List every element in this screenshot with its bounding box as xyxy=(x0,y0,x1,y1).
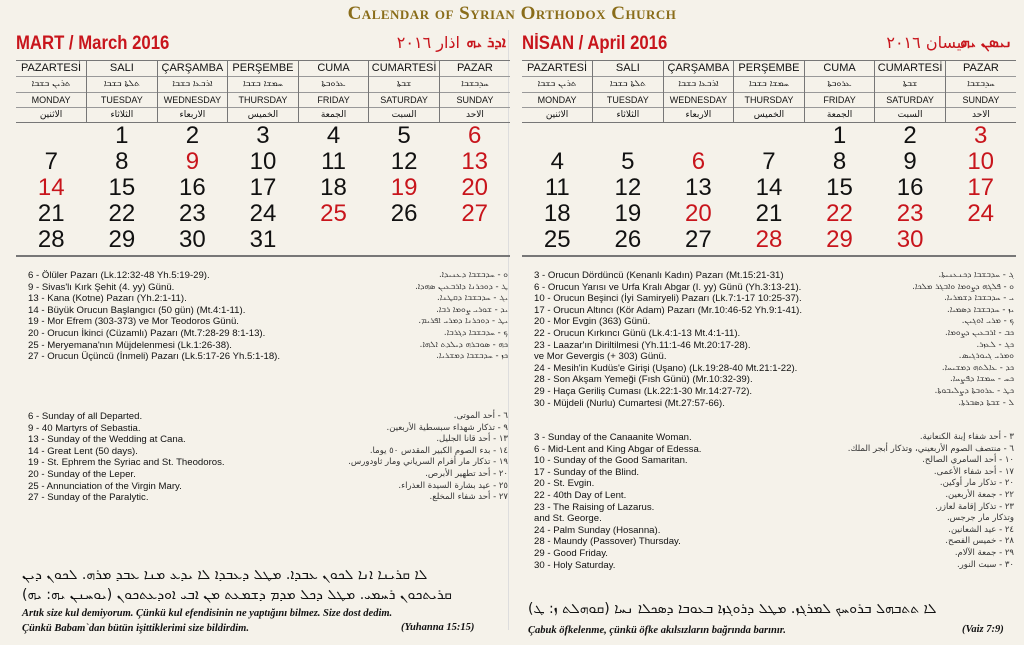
event-text-other-script: ٢٢ - جمعة الأربعين. xyxy=(945,489,1014,500)
weekday-syriac: ܬܠܬܐ ܒܫܒܐ xyxy=(593,77,663,93)
event-text-other-script: ܝܙ - ܚܕܒܫܒܐ ܕܣܡܝܐ. xyxy=(947,304,1014,315)
weekday-turkish: PAZAR xyxy=(946,61,1016,77)
event-text: ve Mor Gevergis (+ 303) Günü. xyxy=(534,351,667,363)
event-item xyxy=(28,328,508,340)
weekday-arabic: الثلاثاء xyxy=(110,110,134,120)
event-text: 6 - Sunday of all Departed. xyxy=(28,411,143,422)
verse-turkish-line-1: Çabuk öfkelenme, çünkü öfke akılsızların bağrında barınır. xyxy=(528,625,786,636)
event-text-other-script: ٢٣ - تذكار إقامة لعازر. xyxy=(935,501,1014,512)
event-text: 9 - Sivas'lı Kırk Şehit (4. yy) Günü. xyxy=(28,281,175,293)
event-text: 29 - Haça Geriliş Cuması (Lk.22:1-30 Mr.14:27-72). xyxy=(534,385,753,397)
weekday-english: MONDAY xyxy=(16,93,86,108)
weekday-english: FRIDAY xyxy=(805,93,875,108)
weekday-english: THURSDAY xyxy=(228,93,298,108)
weekday-turkish: CUMA xyxy=(299,61,369,77)
event-text-other-script: ٢٥ - عيد بشارة السيدة العذراء. xyxy=(398,480,508,491)
day-cell: 26 xyxy=(390,200,418,227)
event-item xyxy=(534,513,1014,525)
weekday-arabic: الاربعاء xyxy=(179,110,206,120)
event-item xyxy=(28,469,508,481)
weekday-turkish: SALI xyxy=(87,61,157,77)
event-item xyxy=(28,446,508,458)
event-text-other-script: ٦ - منتصف الصوم الأربعيني، وتذكار أبجر الملك. xyxy=(847,443,1014,454)
event-item xyxy=(28,411,508,423)
weekday-syriac: ܫܒܬܐ xyxy=(369,77,439,93)
event-text-other-script: وتذكار مار جرجس. xyxy=(946,513,1014,524)
day-cell: 16 xyxy=(896,174,924,201)
empty-cell xyxy=(369,227,440,253)
weekday-header xyxy=(522,61,593,123)
weekday-header-row xyxy=(16,61,510,123)
event-item xyxy=(534,467,1014,479)
event-text-other-script: ܘܡܪܝ ܓܝܘܪܓܝܣ. xyxy=(958,351,1014,362)
event-item xyxy=(28,282,508,294)
event-text-other-script: ١٤ - بدء الصوم الكبير المقدس ٥٠ يوما. xyxy=(369,445,508,456)
day-cell: 24 xyxy=(249,200,277,227)
weekday-english: THURSDAY xyxy=(734,93,804,108)
weekday-turkish: ÇARŞAMBA xyxy=(664,61,734,77)
weekday-syriac: ܚܡܫܐ ܒܫܒܐ xyxy=(228,77,298,93)
day-cell: 7 xyxy=(44,148,58,175)
weekday-turkish: CUMA xyxy=(805,61,875,77)
weekday-turkish: PERŞEMBE xyxy=(734,61,804,77)
empty-cell xyxy=(593,123,664,150)
event-text-other-script: ٢٤ - عيد الشعانين. xyxy=(948,524,1014,535)
events-english xyxy=(534,432,1014,571)
event-text: 3 - Orucun Dördüncü (Kenanlı Kadın) Pazarı (Mt.15:21-31) xyxy=(534,270,784,281)
event-item xyxy=(534,270,1014,282)
weekday-english: SUNDAY xyxy=(946,93,1016,108)
day-cell: 10 xyxy=(249,148,277,175)
day-cell: 22 xyxy=(826,200,853,227)
day-cell: 25 xyxy=(320,200,347,227)
weekday-header xyxy=(593,61,664,123)
event-text-other-script: ܟܕ - ܥܐܠܬܗ ܕܡܫܝܚܐ. xyxy=(941,362,1014,373)
weekday-arabic: الاربعاء xyxy=(685,110,712,120)
event-text: 20 - St. Evgin. xyxy=(534,478,595,490)
event-text-other-script: ܓ - ܚܕܒܫܒܐ ܕܟܢܥܢܝܬܐ. xyxy=(938,270,1014,280)
weekday-arabic: الخميس xyxy=(247,110,279,120)
week-row xyxy=(16,201,510,227)
weekday-syriac: ܚܡܫܐ ܒܫܒܐ xyxy=(734,77,804,93)
day-cell: 31 xyxy=(249,226,277,253)
weekday-syriac: ܚܕܒܫܒܐ xyxy=(946,77,1016,93)
weekday-header xyxy=(16,61,87,123)
event-text: 23 - Laazar'ın Diriltilmesi (Yh.11:1-46 Mt.20:17-28). xyxy=(534,339,751,351)
day-cell: 9 xyxy=(903,148,917,175)
empty-cell xyxy=(734,123,805,150)
weekday-arabic: الاحد xyxy=(971,110,990,120)
week-row xyxy=(522,123,1016,150)
weekday-header xyxy=(875,61,946,123)
weekday-turkish: PAZARTESİ xyxy=(522,61,592,77)
day-cell: 2 xyxy=(185,122,200,149)
month-name-arabic: نيسان ٢٠١٦ xyxy=(886,33,966,52)
event-text: 25 - Meryemana'nın Müjdelenmesi (Lk.1:26-38). xyxy=(28,339,232,351)
weekday-syriac: ܫܒܬܐ xyxy=(875,77,945,93)
day-cell: 20 xyxy=(461,174,489,201)
empty-cell xyxy=(945,227,1016,253)
event-text: 17 - Sunday of the Blind. xyxy=(534,466,640,478)
day-cell: 13 xyxy=(461,148,489,175)
event-item xyxy=(28,492,508,504)
month-march xyxy=(16,30,510,640)
event-text-other-script: ܠ - ܫܒܬܐ ܕܣܒܪܬܐ. xyxy=(958,397,1014,408)
week-row xyxy=(522,227,1016,253)
event-item xyxy=(534,293,1014,305)
event-text-other-script: ٣٠ - سبت النور. xyxy=(956,559,1014,570)
event-item xyxy=(28,305,508,317)
event-text: 29 - Good Friday. xyxy=(534,547,608,559)
event-text: 30 - Müjdeli (Nurlu) Cumartesi (Mt.27:57-66). xyxy=(534,397,725,409)
event-text: 6 - Mid-Lent and King Abgar of Edessa. xyxy=(534,443,702,455)
day-cell: 3 xyxy=(256,122,270,149)
event-text-other-script: ܘ - ܚܕܒܫܒܐ ܕܥܢܝܕܐ. xyxy=(438,270,508,280)
day-cell: 30 xyxy=(896,226,924,253)
event-text-other-script: ٢٧ - أحد شفاء المخلع. xyxy=(429,492,508,503)
day-cell: 22 xyxy=(108,200,136,227)
event-text-other-script: ܟܚ - ܚܡܫܐ ܕܦܨܚܐ. xyxy=(950,374,1014,385)
weekday-header xyxy=(663,61,734,123)
day-cell: 12 xyxy=(614,174,642,201)
day-cell: 15 xyxy=(108,174,136,201)
event-text: 19 - St. Ephrem the Syriac and St. Theodoros. xyxy=(28,457,225,469)
weekday-syriac: ܥܪܘܒܬܐ xyxy=(805,77,875,93)
event-text-other-script: ١٣ - أحد قانا الجليل. xyxy=(436,434,508,445)
day-cell: 25 xyxy=(543,226,571,253)
event-item xyxy=(534,478,1014,490)
weekday-header xyxy=(945,61,1016,123)
weekday-syriac: ܐܪܒܥܐ ܒܫܒܐ xyxy=(158,77,228,93)
weekday-syriac: ܥܪܘܒܬܐ xyxy=(299,77,369,93)
month-header xyxy=(522,30,1016,60)
event-text: 28 - Maundy (Passover) Thursday. xyxy=(534,536,681,548)
day-cell: 20 xyxy=(685,200,712,227)
event-item xyxy=(28,481,508,493)
weekday-header xyxy=(298,61,369,123)
week-row xyxy=(522,175,1016,201)
weekday-turkish: CUMARTESİ xyxy=(875,61,945,77)
event-item xyxy=(534,386,1014,398)
page-title: Calendar of Syrian Orthodox Church xyxy=(347,3,677,24)
weekday-arabic: الخميس xyxy=(753,110,785,120)
event-item xyxy=(534,432,1014,444)
weekday-header xyxy=(87,61,158,123)
weekday-english: WEDNESDAY xyxy=(664,93,734,108)
event-text-other-script: ܘ - ܦܠܓܗ ܕܨܘܡܐ ܘܐܒܓܪ ܡܠܟܐ. xyxy=(912,281,1014,292)
event-text-other-script: ܟܓ - ܠܥܙܪ. xyxy=(976,339,1014,350)
weekday-header xyxy=(228,61,299,123)
day-cell: 29 xyxy=(108,226,136,253)
weekday-arabic: الاثنين xyxy=(545,110,569,120)
weekday-header-row xyxy=(522,61,1016,123)
week-row xyxy=(16,175,510,201)
day-cell: 17 xyxy=(967,174,995,201)
weekday-turkish: ÇARŞAMBA xyxy=(158,61,228,77)
event-text-other-script: ܟܙ - ܚܕܒܫܒܐ ܕܡܫܪܝܐ. xyxy=(436,351,508,362)
weekday-arabic: السبت xyxy=(391,110,417,120)
weekday-english: TUESDAY xyxy=(87,93,157,108)
day-cell: 3 xyxy=(974,122,988,149)
event-item xyxy=(534,444,1014,456)
week-row xyxy=(16,149,510,175)
day-cell: 11 xyxy=(544,174,570,201)
event-item xyxy=(534,374,1014,386)
day-cell: 4 xyxy=(326,122,341,149)
day-cell: 9 xyxy=(185,148,200,175)
event-text: 20 - Orucun İkinci (Cüzamlı) Pazarı (Mt.7:28-29 8:1-13). xyxy=(28,327,266,339)
event-item xyxy=(534,490,1014,502)
weekday-arabic: الاثنين xyxy=(39,110,63,120)
weekday-syriac: ܬܪܝܢ ܒܫܒܐ xyxy=(16,77,86,93)
empty-cell xyxy=(439,227,510,253)
day-cell: 16 xyxy=(179,174,206,201)
day-cell: 6 xyxy=(691,148,706,175)
weekday-english: SUNDAY xyxy=(440,93,510,108)
week-row xyxy=(522,149,1016,175)
event-text-other-script: ܟ - ܡܪܝ ܐܘܓܝܢ. xyxy=(961,316,1014,327)
event-text: 24 - Mesih'in Kudüs'e Girişi (Uşano) (Lk.19:28-40 Mt.21:1-22). xyxy=(534,362,798,374)
event-item xyxy=(28,423,508,435)
month-name-syriac: ܢܝܣܢ ܝܗ xyxy=(960,33,1012,51)
weekday-turkish: PERŞEMBE xyxy=(228,61,298,77)
month-name-arabic: اذار ٢٠١٦ xyxy=(396,33,460,52)
day-cell: 18 xyxy=(543,200,571,227)
weekday-header xyxy=(369,61,440,123)
day-cell: 15 xyxy=(826,174,853,201)
weekday-turkish: PAZAR xyxy=(440,61,510,77)
event-item xyxy=(28,457,508,469)
event-text: 22 - Orucun Kırkıncı Günü (Lk.4:1-13 Mt.4:1-11). xyxy=(534,327,741,339)
event-text: 17 - Orucun Altıncı (Kör Adam) Pazarı (Mr.10:46-52 Yh.9:1-41). xyxy=(534,304,803,316)
weekday-english: SATURDAY xyxy=(875,93,945,108)
event-item xyxy=(534,282,1014,294)
day-cell: 12 xyxy=(390,148,418,175)
weekday-header xyxy=(157,61,228,123)
event-text: and St. George. xyxy=(534,513,602,525)
event-text-other-script: ܟ - ܚܕܒܫܒܐ ܕܓܪܒܐ. xyxy=(443,327,508,338)
event-text: 30 - Holy Saturday. xyxy=(534,559,616,571)
day-cell: 29 xyxy=(826,226,853,253)
weekday-arabic: الثلاثاء xyxy=(616,110,640,120)
day-cell: 21 xyxy=(755,200,783,227)
event-item xyxy=(534,328,1014,340)
event-item xyxy=(534,536,1014,548)
calendar-grid xyxy=(16,60,510,253)
day-cell: 27 xyxy=(685,226,712,253)
weekday-english: MONDAY xyxy=(522,93,592,108)
event-text-other-script: ٩ - تذكار شهداء سبسطية الأربعين. xyxy=(386,422,508,433)
empty-cell xyxy=(522,123,593,150)
verse-turkish-line-2: Çünkü Babam`dan bütün işittiklerimi size bildirdim. xyxy=(22,623,249,634)
day-cell: 8 xyxy=(115,148,129,175)
event-text-other-script: ܟܛ - ܥܪܘܒܬܐ ܕܨܠܝܒܘܬܐ. xyxy=(934,385,1014,396)
event-text-other-script: ١٩ - تذكار مار أفرام السرياني ومار ثاودورس. xyxy=(348,457,508,468)
month-name: NİSAN / April 2016 xyxy=(522,33,668,54)
weekday-turkish: CUMARTESİ xyxy=(369,61,439,77)
weekday-syriac: ܚܕܒܫܒܐ xyxy=(440,77,510,93)
day-cell: 19 xyxy=(614,200,642,227)
event-text: 22 - 40th Day of Lent. xyxy=(534,489,627,501)
event-text: 10 - Sunday of the Good Samaritan. xyxy=(534,455,688,467)
event-item xyxy=(534,340,1014,352)
weekday-arabic: الاحد xyxy=(465,110,484,120)
event-text: 13 - Kana (Kotne) Pazarı (Yh.2:1-11). xyxy=(28,293,187,305)
event-text: 27 - Sunday of the Paralytic. xyxy=(28,492,149,504)
day-cell: 24 xyxy=(967,200,995,227)
day-cell: 18 xyxy=(320,174,347,201)
event-item xyxy=(28,351,508,363)
day-cell: 30 xyxy=(179,226,206,253)
event-text: 28 - Son Akşam Yemeği (Fısh Günü) (Mr.10:32-39). xyxy=(534,374,753,386)
event-text: 6 - Orucun Yarısı ve Urfa Kralı Abgar (I. yy) Günü (Yh.3:13-21). xyxy=(534,281,802,293)
day-cell: 8 xyxy=(832,148,847,175)
day-cell: 11 xyxy=(321,148,346,175)
day-cell: 10 xyxy=(967,148,995,175)
month-name-syriac: ܐܕܪ ܝܗ xyxy=(466,33,506,51)
weekday-arabic: الجمعة xyxy=(826,110,853,120)
event-text-other-script: ٦ - أحد الموتى. xyxy=(453,411,508,421)
verse-reference: (Vaiz 7:9) xyxy=(962,624,1004,635)
event-text: 19 - Mor Efrem (303-373) ve Mor Teodoros Günü. xyxy=(28,316,239,328)
day-cell: 28 xyxy=(755,226,783,253)
day-cell: 23 xyxy=(179,200,206,227)
day-cell: 7 xyxy=(762,148,776,175)
day-cell: 27 xyxy=(461,200,489,227)
calendar-grid xyxy=(522,60,1016,253)
event-item xyxy=(534,305,1014,317)
day-cell: 13 xyxy=(685,174,712,201)
event-text-other-script: ܝܛ - ܕܘܟܪܢܐ ܕܡܪܝ ܐܦܪܝܡ. xyxy=(418,316,508,327)
events-turkish xyxy=(534,270,1014,409)
day-cell: 14 xyxy=(37,174,65,201)
event-text-other-script: ٣ - أحد شفاء إبنة الكنعانية. xyxy=(919,432,1014,442)
day-cell: 19 xyxy=(390,174,418,201)
event-text: 20 - Sunday of the Leper. xyxy=(28,468,136,480)
day-cell: 4 xyxy=(550,148,564,175)
day-cell: 14 xyxy=(755,174,783,201)
weekday-english: WEDNESDAY xyxy=(158,93,228,108)
weekday-english: TUESDAY xyxy=(593,93,663,108)
event-text-other-script: ܝ - ܚܕܒܫܒܐ ܕܫܡܪܝܐ. xyxy=(944,293,1014,304)
event-item xyxy=(534,560,1014,572)
calendar-bottom-rule xyxy=(522,255,1016,257)
day-cell: 23 xyxy=(896,200,924,227)
event-text-other-script: ٢٨ - خميس الفصح. xyxy=(945,536,1014,547)
event-text-other-script: ܟܗ - ܣܘܒܪܗ ܕܝܠܕܬ ܐܠܗܐ. xyxy=(419,339,508,350)
weekday-syriac: ܐܪܒܥܐ ܒܫܒܐ xyxy=(664,77,734,93)
event-text: 23 - The Raising of Lazarus. xyxy=(534,501,655,513)
verse-syriac-line-2: ܩܪܝܬܟܘܢ ܪܚܡܝ. ܡܛܠ ܕܟܠ ܡܕܡ ܕܫܡܥܬ ܡܢ ܐܒܝ ܐܘܕܥܬܟܘܢ (ܝܘܚܢܢ ܝܗ: ܝܗ) xyxy=(22,587,452,603)
empty-cell xyxy=(663,123,734,150)
day-cell: 1 xyxy=(115,122,129,149)
event-item xyxy=(534,455,1014,467)
event-text-other-script: ١٧ - أحد شفاء الأعمى. xyxy=(933,466,1014,477)
verse-syriac-line-1: ܠܐ ܩܪܝܢܐ ܐܢܐ ܠܟܘܢ ܥܒܕܐ. ܡܛܠ ܕܥܒܕܐ ܠܐ ܝܕܥ ܡܢܐ ܥܒܕ ܡܪܗ. ܠܟܘܢ ܕܝܢ xyxy=(22,567,428,583)
weekday-header xyxy=(804,61,875,123)
events-english xyxy=(28,411,508,504)
event-text: 14 - Büyük Orucun Başlangıcı (50 gün) (Mt.4:1-11). xyxy=(28,304,246,316)
empty-cell xyxy=(16,123,87,150)
verse-reference: (Yuhanna 15:15) xyxy=(401,622,475,633)
day-cell: 17 xyxy=(249,174,277,201)
weekday-arabic: الجمعة xyxy=(320,110,347,120)
verse-turkish-line-1: Artık size kul demiyorum. Çünkü kul efendisinin ne yaptığını bilmez. Size dost dedim. xyxy=(22,608,393,619)
month-header xyxy=(16,30,510,60)
event-text: 13 - Sunday of the Wedding at Cana. xyxy=(28,434,186,446)
weekday-arabic: السبت xyxy=(897,110,923,120)
event-text: 3 - Sunday of the Canaanite Woman. xyxy=(534,432,692,443)
event-item xyxy=(28,270,508,282)
day-cell: 2 xyxy=(903,122,917,149)
month-april xyxy=(522,30,1016,640)
month-name: MART / March 2016 xyxy=(16,33,170,54)
weekday-syriac: ܬܠܬܐ ܒܫܒܐ xyxy=(87,77,157,93)
event-item xyxy=(28,434,508,446)
event-item xyxy=(534,525,1014,537)
day-cell: 21 xyxy=(37,200,65,227)
event-text-other-script: ܝܓ - ܚܕܒܫܒܐ ܕܩܛܢܐ. xyxy=(437,293,508,304)
event-text-other-script: ٢٠ - أحد تطهير الأبرص. xyxy=(425,468,508,479)
day-cell: 1 xyxy=(832,122,847,149)
event-item xyxy=(534,351,1014,363)
weekday-english: FRIDAY xyxy=(299,93,369,108)
event-item xyxy=(534,363,1014,375)
event-text: 27 - Orucun Üçüncü (İnmeli) Pazarı (Lk.5:17-26 Yh.5:1-18). xyxy=(28,351,281,363)
day-cell: 28 xyxy=(37,226,65,253)
event-item xyxy=(534,548,1014,560)
empty-cell xyxy=(298,227,369,253)
calendar-bottom-rule xyxy=(16,255,510,257)
day-cell: 6 xyxy=(468,122,482,149)
event-text: 24 - Palm Sunday (Hosanna). xyxy=(534,524,661,536)
event-text-other-script: ܝܕ - ܫܘܪܝ ܨܘܡܐ ܪܒܐ. xyxy=(436,304,508,315)
weekday-syriac: ܬܪܝܢ ܒܫܒܐ xyxy=(522,77,592,93)
weekday-turkish: SALI xyxy=(593,61,663,77)
event-item xyxy=(534,398,1014,410)
event-text: 25 - Annunciation of the Virgin Mary. xyxy=(28,480,182,492)
event-text: 20 - Mor Evgin (363) Günü. xyxy=(534,316,651,328)
events-turkish xyxy=(28,270,508,363)
event-item xyxy=(28,340,508,352)
event-item xyxy=(28,293,508,305)
event-text: 10 - Orucun Beşinci (İyi Samiryeli) Pazarı (Lk.7:1-17 10:25-37). xyxy=(534,293,802,305)
day-cell: 26 xyxy=(614,226,642,253)
event-text-other-script: ܟܒ - ܐܪܒܥܝܢ ܕܨܘܡܐ. xyxy=(944,327,1014,338)
event-text: 14 - Great Lent (50 days). xyxy=(28,445,138,457)
week-row xyxy=(16,123,510,150)
event-item xyxy=(534,316,1014,328)
weekday-header xyxy=(734,61,805,123)
day-cell: 5 xyxy=(397,122,411,149)
event-text-other-script: ١٠ - أحد السامري الصالح. xyxy=(922,455,1014,466)
event-text: 6 - Ölüler Pazarı (Lk.12:32-48 Yh.5:19-29). xyxy=(28,270,210,281)
week-row xyxy=(522,201,1016,227)
event-text-other-script: ٢٠ - تذكار مار أوكين. xyxy=(939,478,1014,489)
event-text-other-script: ٢٩ - جمعة الآلام. xyxy=(954,547,1014,558)
weekday-header xyxy=(439,61,510,123)
event-text: 9 - 40 Martyrs of Sebastia. xyxy=(28,422,141,434)
event-item xyxy=(534,502,1014,514)
event-item xyxy=(28,316,508,328)
weekday-turkish: PAZARTESİ xyxy=(16,61,86,77)
event-text-other-script: ܛ - ܕܘܟܪܢܐ ܕܐܪܒܥܝܢ ܣܗܕܐ. xyxy=(415,281,508,292)
week-row xyxy=(16,227,510,253)
verse-syriac-line-1: ܠܐ ܬܬܒܗܠ ܒܪܘܚܟ ܠܡܪܓܙ. ܡܛܠ ܕܪܘܓܙܐ ܒܥܘܒܐ ܕܣܟܠܐ ܢܚܐ (ܩܘܗܠܬ ܙ: ܛ) xyxy=(528,601,937,617)
weekday-english: SATURDAY xyxy=(369,93,439,108)
day-cell: 5 xyxy=(621,148,635,175)
